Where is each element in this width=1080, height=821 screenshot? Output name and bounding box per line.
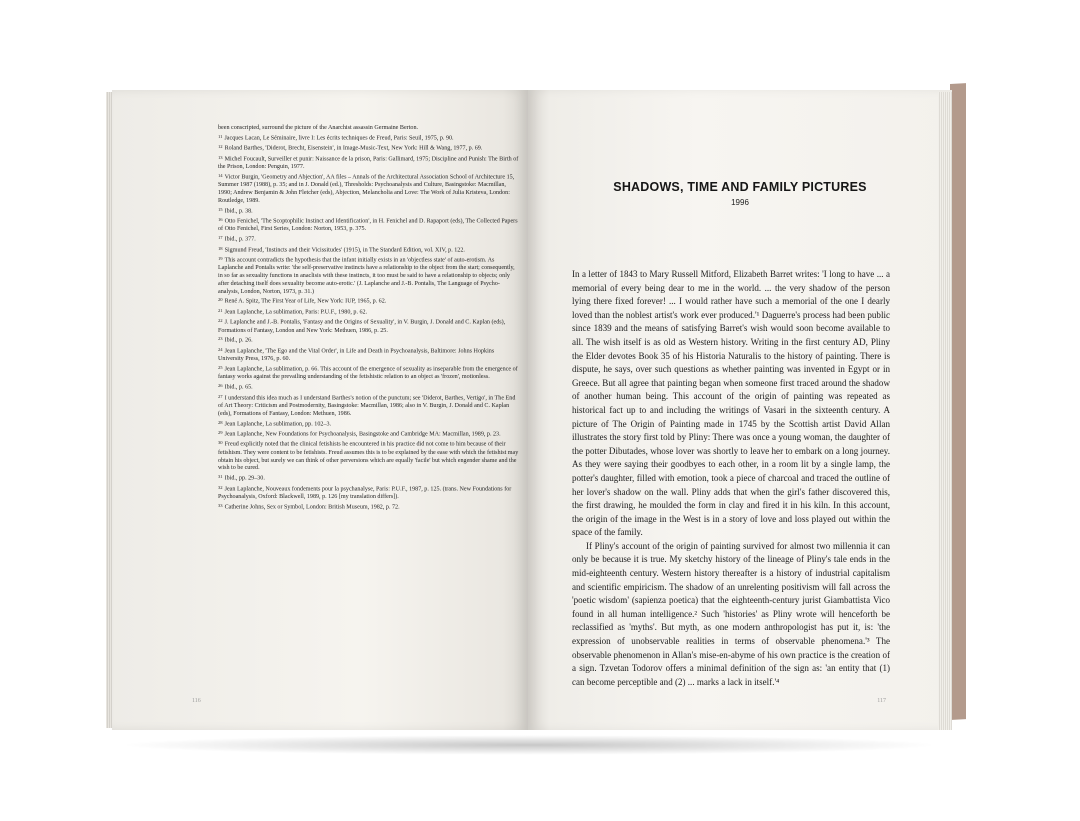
body-paragraph: In a letter of 1843 to Mary Russell Mitford, Elizabeth Barret writes: 'I long to have ... a memorial of every being dear to me in the world. ... the very shadow of the person lying there fixed forever! ... I would rather have such a memorial of the one I dearly loved than the noblest artist's work ever produced.'¹ Daguerre's process had been public since 1839 and the means of satisfying Barret's wish would soon become available to all. The wish itself is as old as Western history. Writing in the first century AD, Pliny the Elder devotes Book 35 of his Historia Naturalis to the history of painting. There is dispute, he says, over such questions as whether painting was invented in Egypt or in Greece. But all agree that painting began when someone first traced around the shadow of another human being. This account of the origin of painting was repeated as historical fact up to and including the writings of Vasari in the sixteenth century. A picture of The Origin of Painting made in 1745 by the Scottish artist David Allan illustrates the story first told by Pliny: There was once a young woman, the daughter of the potter Dibutades, whose lover was shortly to leave her to embark on a long journey. As they were saying their goodbyes to each other, in a room lit by a single lamp, the potter's daughter, filled with emotion, took a piece of charcoal and traced the outline of her lover's shadow on the wall. Pliny adds that when the girl's father discovered this, the first drawing, he moulded the form in clay and fired it in his kiln. In this account, the origin of the image in the West is in a story of love and loss played out within the space of the family. bbox=[572, 269, 890, 538]
book-shadow bbox=[118, 735, 940, 755]
footnote bbox=[218, 245, 520, 255]
right-page bbox=[528, 90, 952, 730]
left-page bbox=[112, 90, 528, 730]
footnote-text: Jean Laplanche, La sublimation, Paris: P.U.F., 1980, p. 62. bbox=[224, 309, 368, 316]
footnote-number: 24 bbox=[218, 346, 223, 352]
footnote-text: Freud explicitly noted that the clinical fetishists he encountered in his practice did not come to him because of their fetishism. They were content to be fetishists. Freud assumes this is to be explained by the ease with which the fetishist may obtain his object, but surely we can think of other perversions which are equally 'facile' but which engender shame and the wish to be cured. bbox=[218, 441, 519, 472]
footnote-text: Sigmund Freud, 'Instincts and their Vicissitudes' (1915), in The Standard Edition, vol. XIV, p. 122. bbox=[224, 247, 465, 254]
footnote-text: Catherine Johns, Sex or Symbol, London: British Museum, 1982, p. 72. bbox=[224, 504, 400, 511]
footnote-text: This account contradicts the hypothesis that the infant initially exists in an 'objectless state' of auto-erotism. As Laplanche and Pontalis write: 'the self-preservative instincts have a relationship to the object from the start; consequently, in so far as sexuality functions in anaclisis with these instincts, it too must be said to have a relationship to objects; only after detaching itself does sexuality become auto-erotic.' (J. Laplanche and J.-B. Pontalis, The Language of Psycho-analysis, London, Norton, 1973, p. 31.) bbox=[218, 257, 515, 295]
footnote-number: 27 bbox=[218, 393, 223, 399]
body-paragraph: If Pliny's account of the origin of painting survived for almost two millennia it can only be because it is true. My sketchy history of the lineage of Pliny's tale ends in the mid-eighteenth century. Western history thereafter is a history of industrial capitalism and scientific empiricism. The shadow of an unrelenting positivism will fall across the 'poetic wisdom' (sapienza poetica) that the eighteenth-century jurist Giambattista Vico found in all human intelligence.² Such 'histories' as Pliny wrote will henceforth be reclassified as 'myths'. But myth, as one modern anthropologist has put it, is: 'the expression of unobservable realities in terms of observable phenomena.'³ The observable phenomenon in Allan's mise-en-abyme of his own practice is the creation of a sign. Tzvetan Todorov offers a minimal definition of the sign as: 'an entity that (1) can become perceptible and (2) ... marks a lack in itself.'⁴ bbox=[572, 540, 890, 687]
footnote-text: Jean Laplanche, Nouveaux fondements pour la psychanalyse, Paris: P.U.F., 1987, p. 125. (trans. New Foundations for Psychoanalysis, Oxford: Blackwell, 1989, p. 126 [my translation differs]). bbox=[218, 486, 512, 500]
footnote bbox=[218, 364, 520, 382]
footnote-number: 23 bbox=[218, 336, 223, 342]
footnote-number: 25 bbox=[218, 365, 223, 371]
footnote-number: 19 bbox=[218, 255, 223, 261]
footnote-number: 14 bbox=[218, 172, 223, 178]
footnote-text: Jean Laplanche, La sublimation, pp. 102–3. bbox=[224, 421, 332, 428]
footnote-text: Jean Laplanche, 'The Ego and the Vital Order', in Life and Death in Psychoanalysis, Baltimore: Johns Hopkins University Press, 1976, p. 60. bbox=[218, 348, 495, 363]
footnote bbox=[218, 484, 520, 502]
footnote-number: 12 bbox=[218, 144, 223, 150]
footnote-number: 22 bbox=[218, 318, 223, 324]
footnote-text: Jean Laplanche, New Foundations for Psychoanalysis, Basingstoke and Cambridge MA: Macmillan, 1989, p. 23. bbox=[224, 431, 501, 438]
footnote-text: Roland Barthes, 'Diderot, Brecht, Eisenstein', in Image-Music-Text, New York: Hill & Wang, 1977, p. 69. bbox=[224, 145, 483, 152]
footnote-number: 28 bbox=[218, 419, 223, 425]
footnote-number: 30 bbox=[218, 440, 223, 446]
footnote-text: Jean Laplanche, La sublimation, p. 66. This account of the emergence of sexuality as inseparable from the emergence of fantasy works against the prevailing understanding of the fetishistic relation to an object as 'frozen', motionless. bbox=[218, 366, 518, 381]
footnote-number: 18 bbox=[218, 245, 223, 251]
footnote bbox=[218, 125, 520, 133]
footnote-text: Victor Burgin, 'Geometry and Abjection', AA files – Annals of the Architectural Association School of Architecture 15, Summer 1987 (1988), p. 35; and in J. Donald (ed.), Thresholds: Psychoanalysis and Culture, Basingstoke: Macmillan, 1990; Andrew Benjamin & John Fletcher (eds), Abjection, Melancholia and Love: The Work of Julia Kristeva, London: Routledge, 1989. bbox=[218, 174, 515, 204]
footnote bbox=[218, 296, 520, 306]
footnote bbox=[218, 317, 520, 335]
footnote-number: 21 bbox=[218, 307, 223, 313]
footnote bbox=[218, 335, 520, 345]
chapter-title: SHADOWS, TIME AND FAMILY PICTURES bbox=[613, 180, 867, 194]
footnote bbox=[218, 439, 520, 473]
footnote-number: 32 bbox=[218, 484, 223, 490]
footnote bbox=[218, 393, 520, 419]
footnote-text: Ibid., p. 377. bbox=[224, 236, 256, 243]
chapter-year: 1996 bbox=[731, 198, 749, 207]
footnote bbox=[218, 143, 520, 153]
footnote bbox=[218, 307, 520, 317]
footnote-text: been conscripted, surround the picture of the Anarchist assassin Germaine Berton. bbox=[218, 125, 419, 131]
footnote bbox=[218, 502, 520, 512]
chapter-body bbox=[572, 268, 890, 689]
footnote-number: 26 bbox=[218, 383, 223, 389]
footnote bbox=[218, 133, 520, 143]
footnote-text: Ibid., p. 38. bbox=[224, 208, 253, 215]
left-page-number: 116 bbox=[192, 698, 201, 704]
footnotes bbox=[218, 125, 520, 512]
footnote-text: I understand this idea much as I understand Barthes's notion of the punctum; see 'Diderot, Barthes, Vertigo', in The End of Art Theory: Criticism and Postmodernity, Basingstoke: Macmillan, 1986; also in V. Burgin, J. Donald and C. Kaplan (eds), Formations of Fantasy, London: Methuen, 1986. bbox=[218, 395, 516, 417]
footnote-number: 33 bbox=[218, 502, 223, 508]
right-page-edges bbox=[938, 92, 952, 730]
footnote bbox=[218, 206, 520, 216]
footnote-text: Jacques Lacan, Le Séminaire, livre I: Les écrits techniques de Freud, Paris: Seuil, 1975, p. 90. bbox=[224, 135, 454, 142]
book-cover-edge bbox=[950, 83, 966, 720]
footnote bbox=[218, 473, 520, 483]
footnote-text: J. Laplanche and J.-B. Pontalis, 'Fantasy and the Origins of Sexuality', in V. Burgin, J. Donald and C. Kaplan (eds), Formations of Fantasy, London and New York: Methuen, 1986, p. 25. bbox=[218, 319, 506, 334]
footnote-number: 20 bbox=[218, 297, 223, 303]
footnote bbox=[218, 419, 520, 429]
footnote bbox=[218, 255, 520, 297]
footnote-text: Ibid., p. 26. bbox=[224, 338, 253, 345]
footnote-text: Ibid., pp. 29–30. bbox=[224, 475, 265, 482]
footnote-number: 31 bbox=[218, 474, 223, 480]
footnote bbox=[218, 154, 520, 172]
footnote-text: Otto Fenichel, 'The Scoptophilic Instinct and Identification', in H. Fenichel and D. Rapaport (eds), The Collected Papers of Otto Fenichel, First Series, London: Norton, 1953, p. 375. bbox=[218, 218, 518, 233]
footnote-number: 17 bbox=[218, 235, 223, 241]
footnote bbox=[218, 234, 520, 244]
footnote bbox=[218, 429, 520, 439]
footnote-number: 29 bbox=[218, 429, 223, 435]
footnote-text: Ibid., p. 65. bbox=[224, 384, 253, 391]
footnote-number: 16 bbox=[218, 216, 223, 222]
footnote-number: 15 bbox=[218, 206, 223, 212]
footnote-number: 11 bbox=[218, 133, 223, 139]
footnote-number: 13 bbox=[218, 154, 223, 160]
footnote-text: Michel Foucault, Surveiller et punir: Naissance de la prison, Paris: Gallimard, 1975; Discipline and Punish: The Birth of the Prison, London: Penguin, 1977. bbox=[218, 156, 519, 170]
footnote bbox=[218, 382, 520, 392]
footnote bbox=[218, 172, 520, 206]
footnote-text: René A. Spitz, The First Year of Life, New York: IUP, 1965, p. 62. bbox=[224, 299, 387, 306]
footnote bbox=[218, 346, 520, 364]
footnote bbox=[218, 216, 520, 234]
right-page-number: 117 bbox=[877, 698, 886, 704]
